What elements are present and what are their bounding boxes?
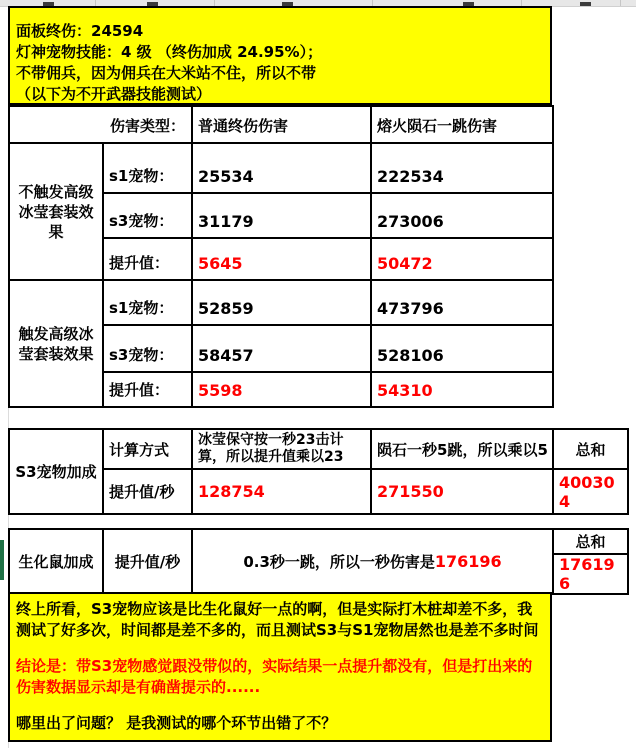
gain-per-second-meteor-cell[interactable]: 271550 bbox=[371, 469, 553, 514]
value-cell[interactable]: 25534 bbox=[192, 143, 371, 193]
row-label-cell[interactable]: s1宠物： bbox=[103, 143, 192, 193]
bio-note-value: 176196 bbox=[434, 552, 502, 571]
damage-comparison-table bbox=[8, 105, 554, 408]
bio-sum-value-cell[interactable]: 176196 bbox=[553, 554, 628, 594]
value-cell[interactable]: 473796 bbox=[371, 280, 553, 325]
gain-value-cell[interactable]: 50472 bbox=[371, 238, 553, 280]
value-cell[interactable]: 52859 bbox=[192, 280, 371, 325]
setup-note-cell[interactable] bbox=[8, 6, 552, 105]
conclusion-paragraph: 结论是：带S3宠物感觉跟没带似的，实际结果一点提升都没有，但是打出来的伤害数据显示却是有确凿提示的...... bbox=[16, 657, 533, 696]
bio-rat-title-cell[interactable]: 生化鼠加成 bbox=[9, 529, 103, 594]
selection-indicator-bar bbox=[0, 540, 4, 580]
gain-per-second-normal-cell[interactable]: 128754 bbox=[192, 469, 371, 514]
s3-bonus-title-cell[interactable]: S3宠物加成 bbox=[9, 429, 103, 514]
conclusion-note-cell[interactable] bbox=[8, 592, 552, 742]
group-label-no-set-effect[interactable]: 不触发高级冰莹套装效果 bbox=[9, 143, 103, 280]
panel-damage-line: 面板终伤：24594 bbox=[16, 22, 144, 40]
gain-value-cell[interactable]: 5598 bbox=[192, 372, 371, 407]
value-cell[interactable]: 31179 bbox=[192, 193, 371, 238]
group-label-with-set-effect[interactable]: 触发高级冰莹套装效果 bbox=[9, 280, 103, 407]
question-paragraph: 哪里出了问题？ 是我测试的哪个环节出错了不？ bbox=[16, 714, 337, 732]
gain-value-cell[interactable]: 54310 bbox=[371, 372, 553, 407]
normal-method-note-cell[interactable]: 冰莹保守按一秒23击计算，所以提升值乘以23 bbox=[192, 429, 371, 469]
sum-header-cell[interactable]: 总和 bbox=[553, 529, 628, 554]
observation-paragraph: 终上所看，S3宠物应该是比生化鼠好一点的啊，但是实际打木桩却差不多，我测试了好多次，时间都是差不多的，而且测试S3与S1宠物居然也是差不多时间 bbox=[16, 600, 539, 639]
bio-note-text: 0.3秒一跳，所以一秒伤害是 bbox=[243, 553, 435, 571]
value-cell[interactable]: 222534 bbox=[371, 143, 553, 193]
gain-per-second-sum-cell[interactable]: 400304 bbox=[553, 469, 628, 514]
normal-damage-header-cell[interactable]: 普通终伤伤害 bbox=[192, 106, 371, 143]
meteor-method-note-cell[interactable]: 陨石一秒5跳，所以乘以5 bbox=[371, 429, 553, 469]
bio-rat-note-cell[interactable] bbox=[192, 529, 553, 594]
test-condition-line: （以下为不开武器技能测试） bbox=[16, 85, 212, 103]
value-cell[interactable]: 528106 bbox=[371, 325, 553, 372]
gain-per-second-label-cell[interactable]: 提升值/秒 bbox=[103, 469, 192, 514]
gain-per-second-label-cell[interactable]: 提升值/秒 bbox=[103, 529, 192, 594]
row-label-cell[interactable]: s3宠物： bbox=[103, 193, 192, 238]
mercenary-line: 不带佣兵，因为佣兵在大米站不住，所以不带 bbox=[16, 64, 317, 82]
damage-type-header-cell[interactable]: 伤害类型： bbox=[9, 106, 192, 143]
sum-header-cell[interactable]: 总和 bbox=[553, 429, 628, 469]
column-separator bbox=[620, 0, 621, 6]
pet-skill-line: 灯神宠物技能：4 级 （终伤加成 24.95%）； bbox=[16, 43, 323, 61]
value-cell[interactable]: 273006 bbox=[371, 193, 553, 238]
row-label-cell[interactable]: 提升值： bbox=[103, 372, 192, 407]
meteor-damage-header-cell[interactable]: 熔火陨石一跳伤害 bbox=[371, 106, 553, 143]
row-label-cell[interactable]: s1宠物： bbox=[103, 280, 192, 325]
gain-value-cell[interactable]: 5645 bbox=[192, 238, 371, 280]
row-label-cell[interactable]: s3宠物： bbox=[103, 325, 192, 372]
s3-pet-bonus-table bbox=[8, 428, 629, 515]
column-letter-mark bbox=[580, 2, 591, 6]
method-label-cell[interactable]: 计算方式 bbox=[103, 429, 192, 469]
value-cell[interactable]: 58457 bbox=[192, 325, 371, 372]
row-label-cell[interactable]: 提升值： bbox=[103, 238, 192, 280]
bio-rat-bonus-table bbox=[8, 528, 629, 595]
